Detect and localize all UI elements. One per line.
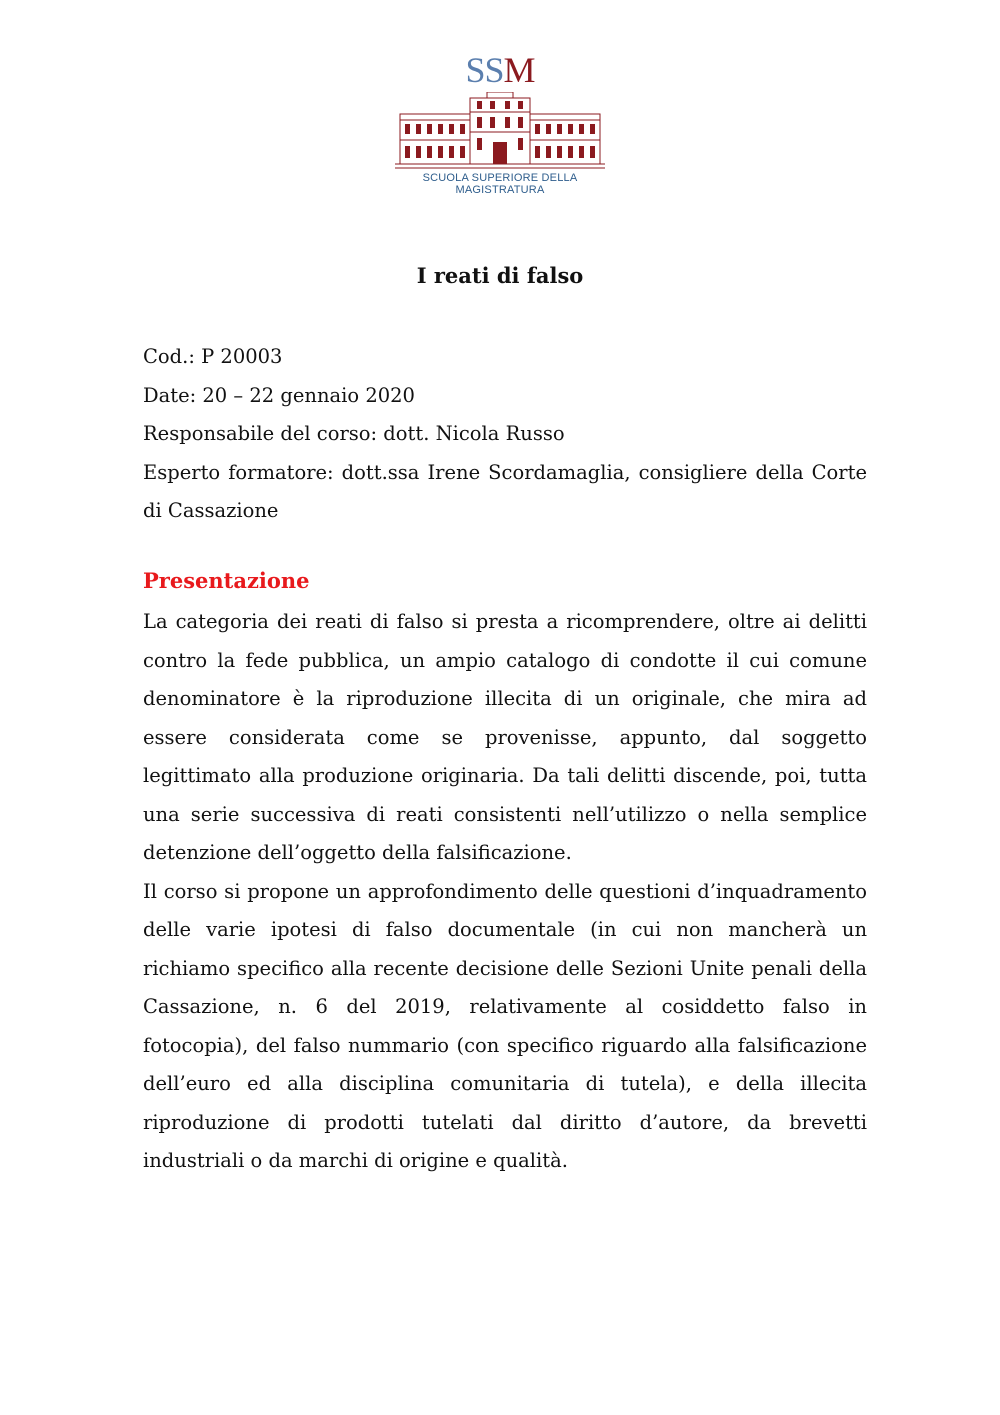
- document-title: I reati di falso: [416, 263, 584, 288]
- body-paragraph-1: La categoria dei reati di falso si presta a ricomprendere, oltre ai delitti contro la fede pubblica, un ampio catalogo di condotte il cui comune denominatore è la riproduzione illecita di un originale, che mira ad essere considerata come se provenisse, appunto, dal soggetto legittimato alla produzione originaria. Da tali delitti discende, poi, tutta una serie successiva di reati consistenti nell’utilizzo o nella semplice detenzione dell’oggetto della falsificazione.: [143, 610, 867, 864]
- ssm-logo: [390, 50, 610, 196]
- course-dates: Date: 20 – 22 gennaio 2020: [143, 383, 415, 407]
- course-details: [143, 338, 867, 531]
- logo-wordmark-m: M: [503, 50, 535, 90]
- course-code: Cod.: P 20003: [143, 345, 283, 368]
- palace-building-icon: [395, 92, 605, 170]
- course-expert: Esperto formatore: dott.ssa Irene Scordamaglia, consigliere della Corte di Cassazione: [143, 460, 867, 522]
- logo-wordmark: [390, 50, 610, 90]
- course-manager: Responsabile del corso: dott. Nicola Russo: [143, 422, 565, 445]
- section-heading-presentazione: Presentazione: [143, 568, 310, 593]
- logo-wordmark-ss: SS: [465, 50, 504, 90]
- body-paragraph-2: Il corso si propone un approfondimento delle questioni d’inquadramento delle varie ipotesi di falso documentale (in cui non mancherà un richiamo specifico alla recente decisione delle Sezioni Unite penali della Cassazione, n. 6 del 2019, relativamente al cosiddetto falso in fotocopia), del falso nummario (con specifico riguardo alla falsificazione dell’euro ed alla disciplina comunitaria di tutela), e della illecita riproduzione di prodotti tutelati dal diritto d’autore, da brevetti industriali o da marchi di origine e qualità.: [143, 879, 867, 1172]
- logo-caption: SCUOLA SUPERIORE DELLA MAGISTRATURA: [422, 172, 578, 196]
- presentation-body: [143, 603, 867, 1181]
